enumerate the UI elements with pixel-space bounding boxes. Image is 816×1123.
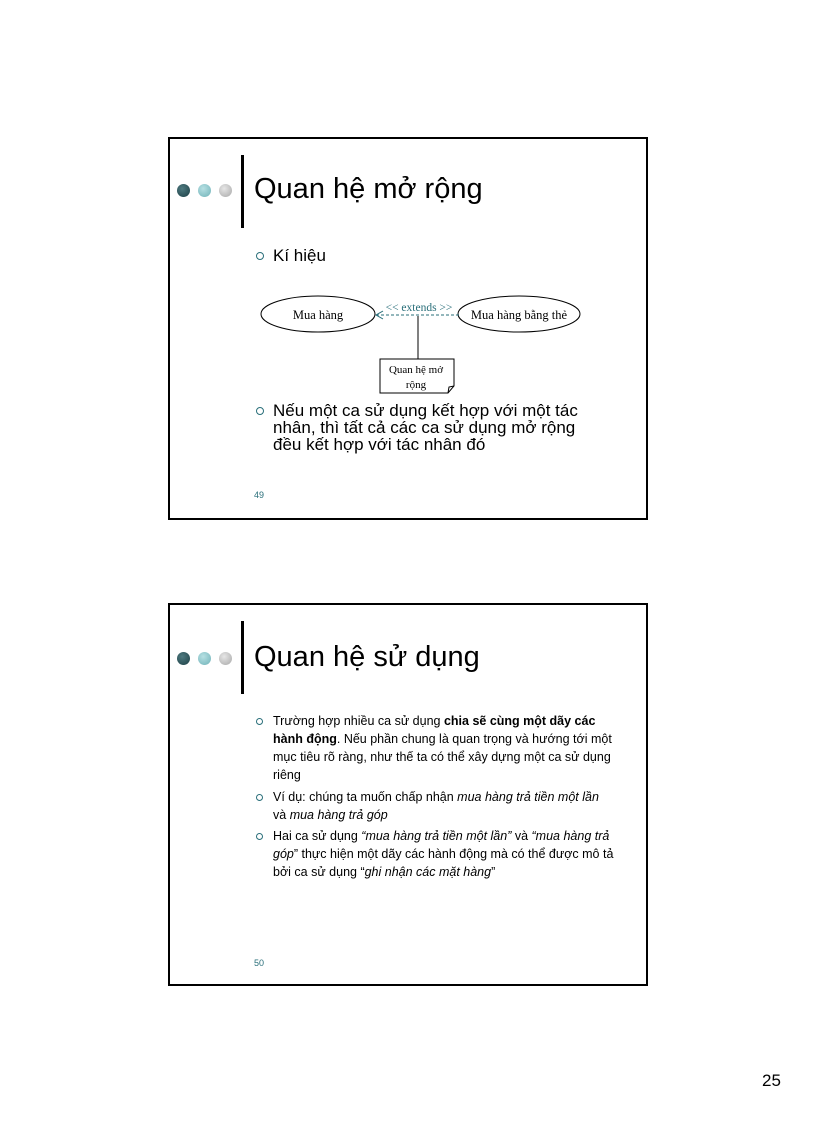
text-run-italic: “mua hàng trả tiền một lần” (361, 829, 512, 843)
note-text-line2: rộng (405, 379, 427, 391)
bullet-text-shared-actions (273, 712, 618, 784)
dot-light-icon (198, 652, 211, 665)
text-run: Trường hợp nhiều ca sử dụng (273, 714, 444, 728)
title-divider (241, 621, 244, 694)
bullet-icon (256, 794, 263, 801)
text-run: ” thực hiện một dãy các hành động mà có thể được mô tả bởi ca sử dụng “ (273, 847, 614, 879)
usecase-right-label: Mua hàng bằng thẻ (470, 308, 568, 322)
dot-dark-icon (177, 652, 190, 665)
slide-number: 49 (254, 490, 265, 500)
extends-diagram (170, 139, 646, 518)
page-number: 25 (762, 1071, 781, 1090)
slide-title: Quan hệ mở rộng (254, 173, 483, 205)
bullet-text-rule: Nếu một ca sử dụng kết hợp với một tác nhân, thì tất cả các ca sử dụng mở rộng đều kết hợp với tác nhân đó (273, 401, 578, 454)
bullet-text-example (273, 788, 603, 824)
dot-gray-icon (219, 652, 232, 665)
slide-49 (168, 137, 648, 520)
slide-title: Quan hệ sử dụng (254, 641, 480, 673)
text-run: ” (491, 865, 496, 879)
text-run: Ví dụ: chúng ta muốn chấp nhận (273, 790, 458, 804)
text-run: và (273, 808, 290, 822)
text-run-bold: chia sẽ cùng một dãy các hành động (273, 714, 596, 746)
text-run: và (511, 829, 532, 843)
slide-50 (168, 603, 648, 986)
usecase-left-label: Mua hàng (292, 308, 344, 322)
extends-label: << extends >> (385, 302, 453, 314)
slide-number: 50 (254, 958, 265, 968)
text-run-italic: ghi nhận các mặt hàng (364, 865, 492, 879)
text-run: . Nếu phần chung là quan trọng và hướng tới một mục tiêu rõ ràng, như thế ta có thể xây dựng một ca sử dụng riêng (273, 732, 612, 782)
title-dots-decoration (177, 652, 235, 666)
note-text-line1: Quan hệ mở (388, 364, 444, 376)
bullet-icon (256, 407, 264, 415)
text-run-italic: mua hàng trả tiền một lần (457, 790, 599, 804)
text-run-italic: mua hàng trả góp (289, 808, 388, 822)
bullet-icon (256, 718, 263, 725)
text-run-italic: “mua hàng trả góp (273, 829, 610, 861)
bullet-text-symbol: Kí hiệu (273, 246, 326, 265)
bullet-icon (256, 833, 263, 840)
bullet-text-two-usecases (273, 827, 618, 881)
text-run: Hai ca sử dụng (273, 829, 362, 843)
